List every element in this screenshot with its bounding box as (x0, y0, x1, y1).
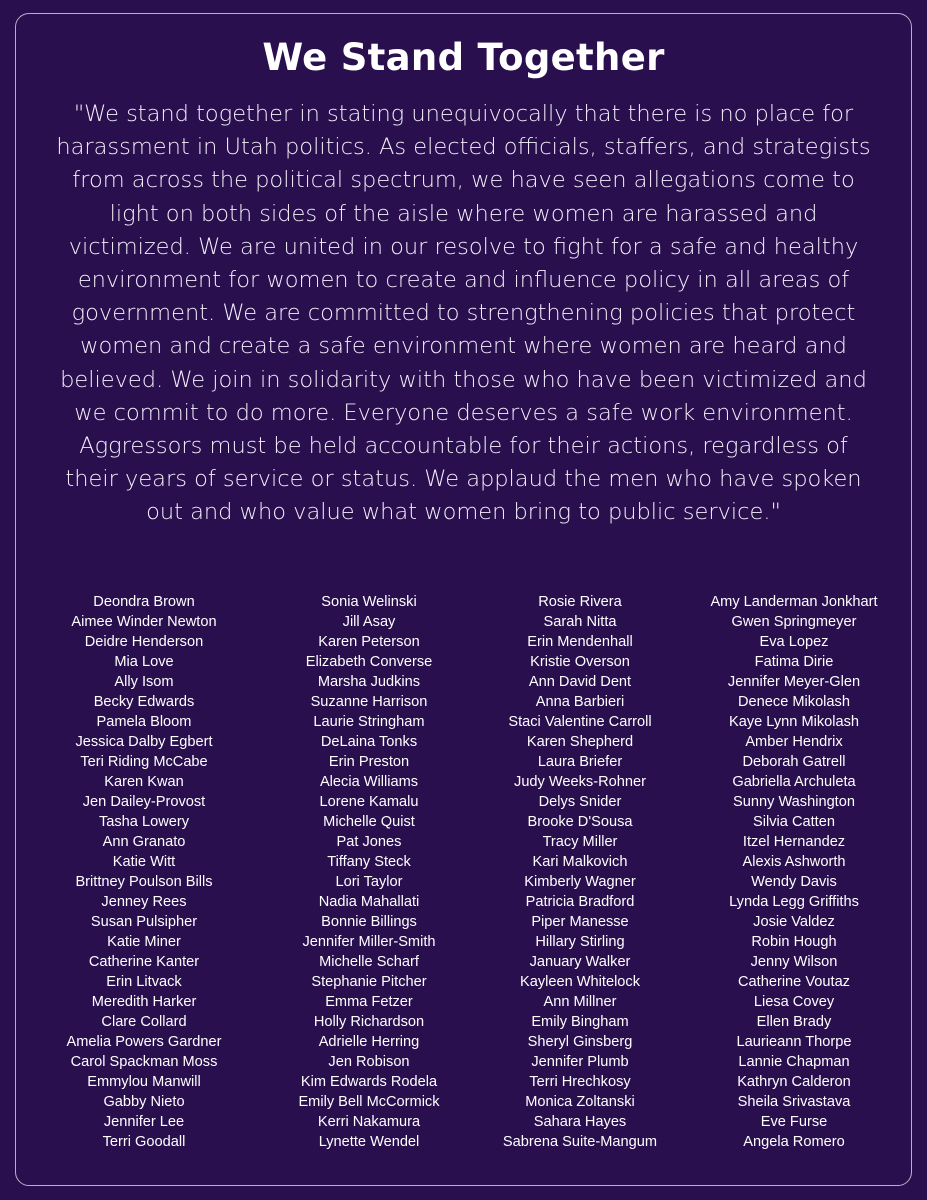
signatory-name: Mia Love (114, 654, 174, 670)
signatory-name: Lynette Wendel (318, 1134, 420, 1150)
signatory-name: Robin Hough (751, 934, 837, 950)
signatory-name: Fatima Dirie (754, 654, 834, 670)
signatory-name: Jenny Wilson (750, 954, 838, 970)
signatory-name: Jennifer Plumb (531, 1054, 629, 1070)
signatory-name: Kari Malkovich (532, 854, 628, 870)
signatory-name: Kerri Nakamura (317, 1114, 421, 1130)
signatory-name: Adrielle Herring (318, 1034, 420, 1050)
signatory-name: Deidre Henderson (84, 634, 204, 650)
signatory-name: Karen Shepherd (526, 734, 634, 750)
signatory-name: Ellen Brady (756, 1014, 832, 1030)
signatory-name: Karen Kwan (104, 774, 184, 790)
signatory-name: Angela Romero (743, 1134, 845, 1150)
signatory-name: Jennifer Miller-Smith (302, 934, 436, 950)
signatory-name: Marsha Judkins (317, 674, 421, 690)
signatory-name: Catherine Kanter (88, 954, 200, 970)
signatory-name: Terri Goodall (102, 1134, 186, 1150)
signatory-name: Carol Spackman Moss (70, 1054, 218, 1070)
signatory-name: Becky Edwards (93, 694, 195, 710)
signatory-name: Kimberly Wagner (524, 874, 636, 890)
signatory-name: Laurie Stringham (313, 714, 425, 730)
page-title: We Stand Together (262, 36, 665, 79)
signatory-name: Meredith Harker (91, 994, 197, 1010)
signatory-name: Deondra Brown (93, 594, 195, 610)
signatory-name: Sarah Nitta (543, 614, 617, 630)
signatory-name: Clare Collard (101, 1014, 187, 1030)
signatories-column-1 (34, 592, 254, 1152)
signatory-name: Holly Richardson (313, 1014, 425, 1030)
signatory-name: Katie Witt (112, 854, 176, 870)
signatory-name: Jessica Dalby Egbert (75, 734, 213, 750)
signatory-name: Pamela Bloom (96, 714, 192, 730)
signatory-name: Michelle Quist (323, 814, 415, 830)
signatory-name: Emily Bingham (531, 1014, 629, 1030)
signatory-name: Catherine Voutaz (738, 974, 850, 990)
signatory-name: Brittney Poulson Bills (75, 874, 213, 890)
signatory-name: Tracy Miller (542, 834, 618, 850)
signatories-column-2 (259, 592, 479, 1152)
signatory-name: Wendy Davis (751, 874, 837, 890)
signatory-name: Itzel Hernandez (742, 834, 846, 850)
signatory-name: Gwen Springmeyer (731, 614, 857, 630)
signatory-name: Bonnie Billings (321, 914, 417, 930)
signatory-name: Karen Peterson (318, 634, 420, 650)
signatory-name: Sheryl Ginsberg (527, 1034, 633, 1050)
signatory-name: Emily Bell McCormick (298, 1094, 440, 1110)
signatory-name: Erin Mendenhall (527, 634, 633, 650)
signatory-name: Staci Valentine Carroll (508, 714, 652, 730)
signatory-name: Pat Jones (336, 834, 402, 850)
signatory-name: Amelia Powers Gardner (66, 1034, 222, 1050)
signatory-name: Jen Dailey-Provost (82, 794, 206, 810)
signatory-name: Jennifer Lee (103, 1114, 185, 1130)
signatory-name: Jen Robison (328, 1054, 410, 1070)
signatory-name: Elizabeth Converse (305, 654, 433, 670)
signatory-name: Sonia Welinski (321, 594, 417, 610)
signatory-name: Lorene Kamalu (319, 794, 419, 810)
signatory-name: DeLaina Tonks (320, 734, 418, 750)
signatory-name: Josie Valdez (753, 914, 835, 930)
signatory-name: Ann Millner (543, 994, 617, 1010)
signatory-name: Jennifer Meyer-Glen (727, 674, 861, 690)
signatory-name: Judy Weeks-Rohner (514, 774, 646, 790)
signatory-name: Aimee Winder Newton (71, 614, 217, 630)
signatory-name: Deborah Gatrell (742, 754, 846, 770)
signatory-name: Michelle Scharf (319, 954, 419, 970)
signatory-name: Patricia Bradford (525, 894, 635, 910)
signatory-name: Amber Hendrix (745, 734, 843, 750)
signatory-name: Kristie Overson (530, 654, 630, 670)
signatory-name: Hillary Stirling (535, 934, 625, 950)
signatory-name: Eve Furse (760, 1114, 828, 1130)
signatory-name: Tiffany Steck (327, 854, 411, 870)
signatory-name: Rosie Rivera (538, 594, 622, 610)
signatory-name: Stephanie Pitcher (311, 974, 427, 990)
signatory-name: Brooke D'Sousa (527, 814, 633, 830)
signatory-name: Gabriella Archuleta (732, 774, 856, 790)
signatory-name: Lannie Chapman (738, 1054, 850, 1070)
signatories-list (0, 592, 927, 1162)
signatory-name: Silvia Catten (753, 814, 835, 830)
signatory-name: Jenney Rees (101, 894, 187, 910)
signatory-name: Alecia Williams (319, 774, 419, 790)
signatory-name: Susan Pulsipher (90, 914, 198, 930)
signatory-name: Alexis Ashworth (742, 854, 846, 870)
signatory-name: Lori Taylor (335, 874, 403, 890)
signatory-name: Ally Isom (114, 674, 174, 690)
signatory-name: Denece Mikolash (738, 694, 850, 710)
signatory-name: Lynda Legg Griffiths (729, 894, 859, 910)
signatory-name: Sunny Washington (733, 794, 855, 810)
signatory-name: January Walker (529, 954, 631, 970)
signatory-name: Delys Snider (538, 794, 622, 810)
signatory-name: Monica Zoltanski (525, 1094, 635, 1110)
signatory-name: Sheila Srivastava (737, 1094, 851, 1110)
signatory-name: Teri Riding McCabe (80, 754, 208, 770)
statement-quote: "We stand together in stating unequivocally that there is no place for harassment in Utah politics. As elected officials, staffers, and strategists from across the political spectrum, we have seen allegations come to light on both sides of the aisle where women are harassed and victimized. We are united in our resolve to fight for a safe and healthy environment for women to create and influence policy in all areas of government. We are committed to strengthening policies that protect women and create a safe environment where women are heard and believed. We join in solidarity with those who have been victimized and we commit to do more. Everyone deserves a safe work environment. Aggressors must be held accountable for their actions, regardless of their years of service or status. We applaud the men who have spoken out and who value what women bring to public service." (56, 101, 871, 526)
signatories-column-4 (684, 592, 904, 1152)
signatory-name: Kayleen Whitelock (519, 974, 641, 990)
signatory-name: Emmylou Manwill (87, 1074, 201, 1090)
signatory-name: Laurieann Thorpe (736, 1034, 852, 1050)
signatory-name: Nadia Mahallati (318, 894, 420, 910)
signatory-name: Laura Briefer (537, 754, 623, 770)
signatory-name: Kathryn Calderon (737, 1074, 851, 1090)
signatory-name: Katie Miner (107, 934, 181, 950)
signatory-name: Terri Hrechkosy (529, 1074, 631, 1090)
signatory-name: Amy Landerman Jonkhart (710, 594, 878, 610)
signatory-name: Sabrena Suite-Mangum (502, 1134, 658, 1150)
signatory-name: Sahara Hayes (533, 1114, 627, 1130)
signatory-name: Suzanne Harrison (310, 694, 428, 710)
signatory-name: Ann Granato (102, 834, 186, 850)
signatory-name: Liesa Covey (753, 994, 835, 1010)
signatory-name: Jill Asay (342, 614, 396, 630)
signatory-name: Gabby Nieto (103, 1094, 185, 1110)
signatory-name: Erin Litvack (106, 974, 182, 990)
signatory-name: Emma Fetzer (325, 994, 413, 1010)
signatory-name: Ann David Dent (528, 674, 632, 690)
signatory-name: Anna Barbieri (535, 694, 625, 710)
signatory-name: Piper Manesse (531, 914, 629, 930)
signatories-column-3 (470, 592, 690, 1152)
signatory-name: Eva Lopez (759, 634, 829, 650)
signatory-name: Erin Preston (328, 754, 410, 770)
signatory-name: Tasha Lowery (98, 814, 190, 830)
signatory-name: Kim Edwards Rodela (300, 1074, 438, 1090)
signatory-name: Kaye Lynn Mikolash (728, 714, 860, 730)
